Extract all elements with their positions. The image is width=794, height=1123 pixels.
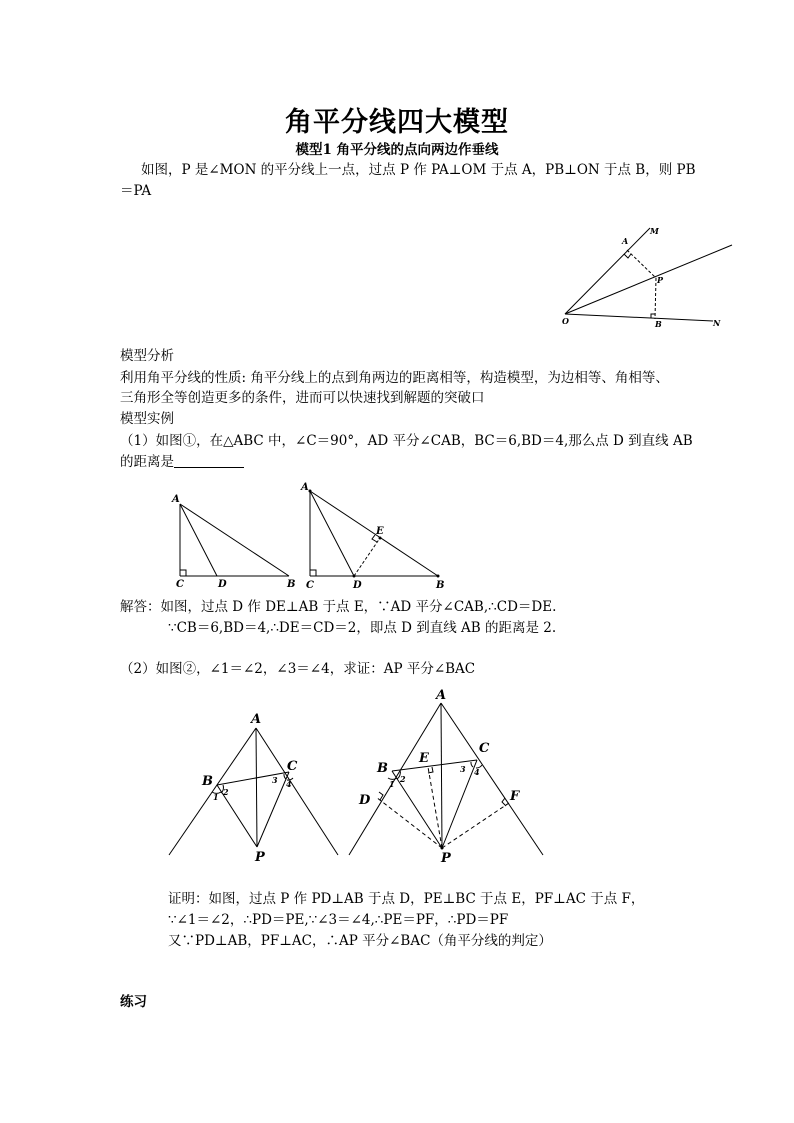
segment-DE	[354, 538, 380, 576]
label-C: C	[479, 741, 490, 756]
label-C: C	[176, 579, 184, 590]
segment-AD	[180, 504, 217, 576]
figure-2b	[345, 683, 550, 868]
label-D: D	[359, 793, 371, 808]
label-E: E	[376, 526, 384, 537]
label-A: A	[251, 712, 262, 727]
label-C: C	[306, 580, 314, 591]
segment-PF	[442, 803, 509, 848]
figure-angle-bisector	[555, 220, 745, 335]
label-A: A	[172, 494, 180, 505]
proof-line2: ∵∠1＝∠2，∴PD＝PE,∵∠3＝∠4,∴PE＝PF，∴PD＝PF	[168, 912, 509, 928]
question1-line1: （1）如图①，在△ABC 中，∠C＝90°，AD 平分∠CAB，BC＝6,BD＝4,那么点 D 到直线 AB	[120, 433, 693, 449]
label-D: D	[353, 580, 362, 591]
label-B: B	[287, 579, 296, 590]
right-ray	[441, 703, 543, 855]
analysis-heading: 模型分析	[120, 348, 174, 364]
page-title: 角平分线四大模型	[285, 107, 509, 138]
model1-heading: 模型1 角平分线的点向两边作垂线	[295, 142, 499, 158]
segment-AD	[310, 491, 354, 576]
proof-line1: 证明：如图，过点 P 作 PD⊥AB 于点 D，PE⊥BC 于点 E，PF⊥AC 于点 F，	[168, 891, 645, 907]
analysis-line1: 利用角平分线的性质: 角平分线上的点到角两边的距离相等，构造模型，为边相等、角相等、	[120, 370, 669, 386]
right-angle-mark-B	[651, 314, 655, 318]
angle-label-3: 3	[460, 764, 466, 774]
label-A: A	[622, 236, 629, 246]
label-A: A	[436, 688, 447, 703]
right-angle-mark-C	[310, 570, 316, 576]
answer1-line2: ∵CB＝6,BD＝4,∴DE＝CD＝2，即点 D 到直线 AB 的距离是 2.	[168, 620, 557, 636]
examples-heading: 模型实例	[120, 411, 174, 427]
label-P: P	[657, 275, 664, 285]
right-angle-mark-C	[180, 570, 186, 576]
label-E: E	[419, 751, 429, 766]
label-F: F	[510, 789, 520, 804]
question1-line2	[120, 452, 244, 472]
figure-1b-triangle	[295, 478, 455, 593]
figure-2a	[160, 705, 350, 865]
figure-1a-triangle	[165, 488, 305, 593]
label-B: B	[377, 761, 388, 776]
label-O: O	[562, 316, 569, 326]
segment-PA	[627, 250, 656, 278]
angle-label-2: 2	[223, 787, 229, 797]
label-C: C	[287, 759, 298, 774]
side-AB	[180, 504, 289, 576]
question1-line2-text: 的距离是	[120, 454, 174, 470]
label-B: B	[202, 774, 213, 789]
segment-AP	[441, 703, 442, 848]
question2: （2）如图②，∠1＝∠2，∠3＝∠4，求证：AP 平分∠BAC	[120, 661, 476, 677]
ray-ON	[565, 314, 713, 321]
right-ray	[256, 728, 338, 855]
right-angle-mark-D	[379, 792, 383, 800]
segment-BC	[217, 772, 289, 785]
proof-line3: 又∵PD⊥AB，PF⊥AC，∴AP 平分∠BAC（角平分线的判定）	[168, 933, 552, 949]
segment-PD	[376, 797, 442, 848]
label-D: D	[218, 579, 227, 590]
right-angle-mark-A	[624, 254, 631, 258]
angle-label-4: 4	[286, 779, 292, 789]
label-M: M	[650, 226, 659, 236]
angle-label-3: 3	[272, 775, 278, 785]
segment-PE	[428, 767, 442, 848]
label-B: B	[655, 319, 662, 329]
ray-OP	[565, 245, 732, 314]
label-P: P	[441, 851, 451, 866]
segment-PB	[655, 278, 656, 319]
angle-label-1: 1	[389, 779, 395, 789]
practice-heading: 练习	[120, 994, 147, 1010]
label-P: P	[255, 850, 265, 865]
angle-label-4: 4	[474, 767, 480, 777]
angle-label-1: 1	[213, 792, 219, 802]
segment-AP	[256, 728, 257, 847]
label-B: B	[436, 580, 445, 591]
answer1-line1: 解答：如图，过点 D 作 DE⊥AB 于点 E，∵AD 平分∠CAB,∴CD＝DE.	[120, 599, 557, 615]
model1-intro-line2: ＝PA	[120, 183, 152, 199]
ray-OM	[565, 228, 650, 314]
side-AB	[310, 491, 438, 576]
angle-label-2: 2	[400, 774, 406, 784]
label-A: A	[301, 482, 309, 493]
label-N: N	[713, 318, 721, 328]
answer-blank	[174, 453, 244, 468]
angle-arc-3	[471, 762, 473, 767]
model1-intro-line1: 如图，P 是∠MON 的平分线上一点，过点 P 作 PA⊥OM 于点 A，PB⊥ON 于点 B，则 PB	[141, 162, 696, 178]
analysis-line2: 三角形全等创造更多的条件，进而可以快速找到解题的突破口	[120, 390, 485, 406]
